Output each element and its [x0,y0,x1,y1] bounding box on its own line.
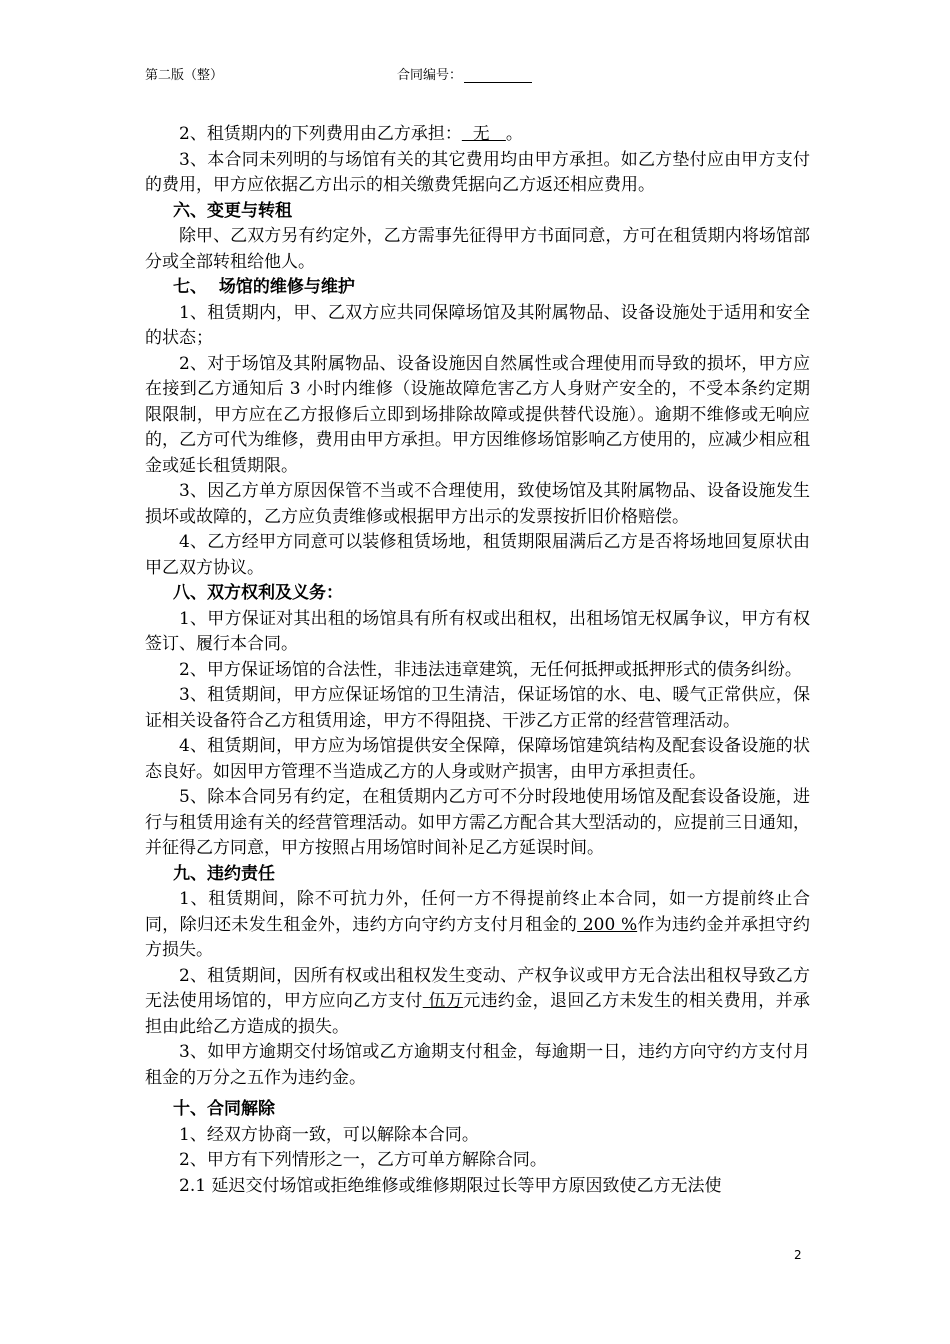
page-number: 2 [794,1248,802,1262]
paragraph: 除甲、乙双方另有约定外，乙方需事先征得甲方书面同意，方可在租赁期内将场馆部分或全部转租给他人。 [145,226,810,272]
paragraph: 1、租赁期内，甲、乙双方应共同保障场馆及其附属物品、设备设施处于适用和安全的状态； [145,302,810,348]
section-heading: 七、 场馆的维修与维护 [173,277,355,297]
paragraph: 2、租赁期间，因所有权或出租权发生变动、产权争议或甲方无合法出租权导致乙方无法使用场馆的，甲方应向乙方支付 伍万元违约金，退回乙方未发生的相关费用，并承担由此给乙方造成的损失。 [145,965,811,1037]
version-label: 第二版（整） [145,68,224,83]
section-heading: 十、合同解除 [173,1099,275,1119]
penalty-amount: 伍万 [422,991,464,1011]
paragraph: 3、因乙方单方原因保管不当或不合理使用，致使场馆及其附属物品、设备设施发生损坏或故障的，乙方应负责维修或根据甲方出示的发票按折旧价格赔偿。 [145,481,810,527]
page-header [145,64,805,86]
section-heading: 六、变更与转租 [173,200,292,221]
paragraph: 1、租赁期间，除不可抗力外，任何一方不得提前终止本合同，如一方提前终止合同，除归还未发生租金外，违约方向守约方支付月租金的 200 %作为违约金并承担守约方损失。 [145,889,810,960]
section-heading: 八、双方权利及义务： [173,583,343,603]
paragraph: 2.1 延迟交付场馆或拒绝维修或维修期限过长等甲方原因致使乙方无法使 [179,1175,722,1196]
paragraph: 3、如甲方逾期交付场馆或乙方逾期支付租金，每逾期一日，违约方向守约方支付月租金的万分之五作为违约金。 [145,1042,810,1088]
paragraph: 2、租赁期内的下列费用由乙方承担： 无 。 [179,124,523,144]
paragraph: 1、经双方协商一致，可以解除本合同。 [179,1124,479,1145]
paragraph: 5、除本合同另有约定，在租赁期内乙方可不分时段地使用场馆及配套设备设施，进行与租赁用途有关的经营管理活动。如甲方需乙方配合其大型活动的，应提前三日通知，并征得乙方同意，甲方按照占用场馆时间补足乙方延误时间。 [145,787,810,858]
paragraph: 4、乙方经甲方同意可以装修租赁场地，租赁期限届满后乙方是否将场地回复原状由甲乙双方协议。 [145,532,810,578]
document-body [145,122,810,1199]
section-heading: 九、违约责任 [173,863,275,884]
paragraph: 3、本合同未列明的与场馆有关的其它费用均由甲方承担。如乙方垫付应由甲方支付的费用，甲方应依据乙方出示的相关缴费凭据向乙方返还相应费用。 [145,149,810,195]
penalty-rate: 200 % [577,914,638,935]
contract-number-blank [464,68,532,83]
paragraph: 2、甲方保证场馆的合法性，非违法违章建筑，无任何抵押或抵押形式的债务纠纷。 [179,659,802,680]
fee-value: 无 [461,124,506,144]
contract-number-label: 合同编号： [397,68,463,83]
paragraph: 3、租赁期间，甲方应保证场馆的卫生清洁，保证场馆的水、电、暖气正常供应，保证相关设备符合乙方租赁用途，甲方不得阻挠、干涉乙方正常的经营管理活动。 [145,685,810,731]
paragraph: 4、租赁期间，甲方应为场馆提供安全保障，保障场馆建筑结构及配套设备设施的状态良好。如因甲方管理不当造成乙方的人身或财产损害，由甲方承担责任。 [145,736,810,782]
contract-number-field [397,64,532,83]
paragraph: 2、对于场馆及其附属物品、设备设施因自然属性或合理使用而导致的损坏，甲方应在接到乙方通知后 3 小时内维修（设施故障危害乙方人身财产安全的，不受本条约定期限限制，甲方应在乙方报修后立即到场排除故障或提供替代设施）。逾期不维修或无响应的，乙方可代为维修，费用由甲方承担。甲方因维修场馆影响乙方使用的，应减少相应租金或延长租赁期限。 [145,353,810,476]
paragraph: 1、甲方保证对其出租的场馆具有所有权或出租权，出租场馆无权属争议，甲方有权签订、履行本合同。 [145,608,810,654]
paragraph: 2、甲方有下列情形之一，乙方可单方解除合同。 [179,1150,547,1170]
